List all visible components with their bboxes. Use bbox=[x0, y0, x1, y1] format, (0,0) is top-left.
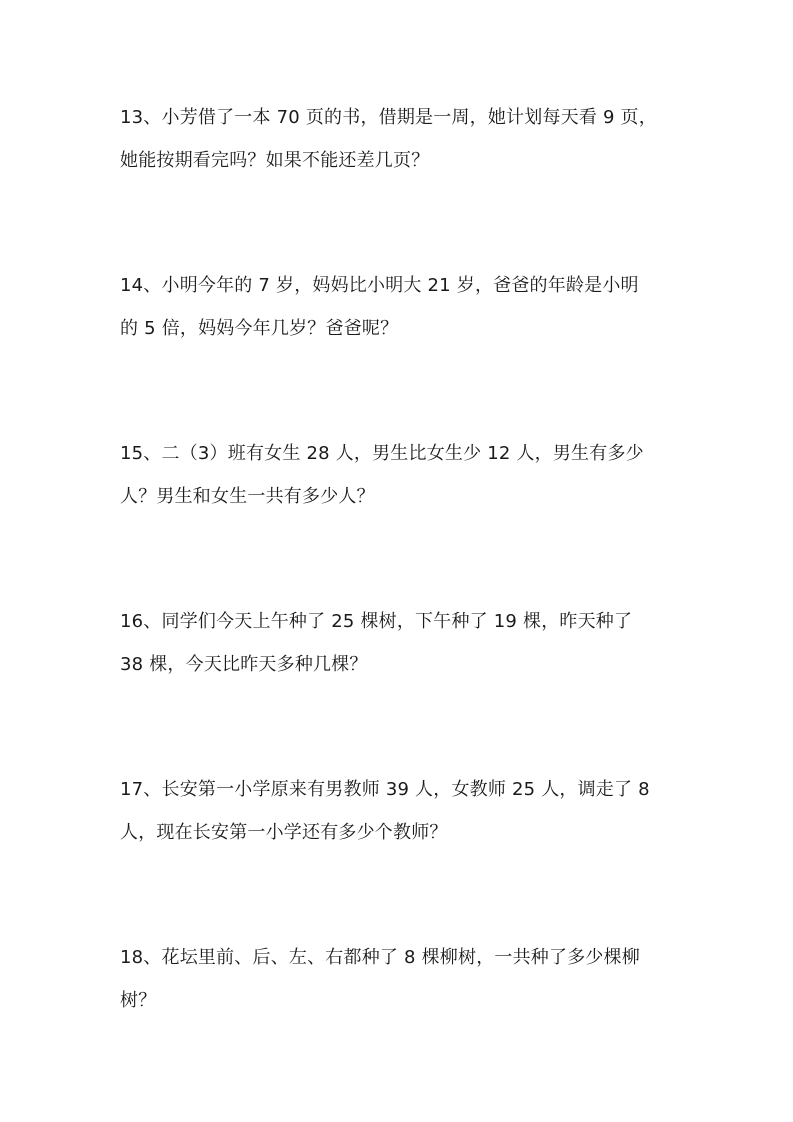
problem-17-line-1: 17、长安第一小学原来有男教师 39 人，女教师 25 人，调走了 8 bbox=[120, 779, 650, 800]
problem-18-line-1: 18、花坛里前、后、左、右都种了 8 棵柳树，一共种了多少棵柳 bbox=[120, 947, 640, 968]
word-problem-15 bbox=[120, 432, 680, 518]
problem-15-line-1: 15、二（3）班有女生 28 人，男生比女生少 12 人，男生有多少 bbox=[120, 443, 644, 464]
word-problem-17 bbox=[120, 768, 680, 854]
word-problem-14 bbox=[120, 264, 680, 350]
problem-17-line-2: 人，现在长安第一小学还有多少个教师？ bbox=[120, 822, 448, 843]
problem-14-line-1: 14、小明今年的 7 岁，妈妈比小明大 21 岁，爸爸的年龄是小明 bbox=[120, 275, 639, 296]
problem-16-line-2: 38 棵，今天比昨天多种几棵？ bbox=[120, 654, 368, 675]
problem-13-line-1: 13、小芳借了一本 70 页的书，借期是一周，她计划每天看 9 页， bbox=[120, 107, 657, 128]
problem-18-line-2: 树？ bbox=[120, 990, 157, 1011]
word-problem-13 bbox=[120, 96, 680, 182]
problem-15-line-2: 人？男生和女生一共有多少人？ bbox=[120, 486, 375, 507]
problem-16-line-1: 16、同学们今天上午种了 25 棵树，下午种了 19 棵，昨天种了 bbox=[120, 611, 633, 632]
word-problem-18 bbox=[120, 936, 680, 1022]
problem-14-line-2: 的 5 倍，妈妈今年几岁？爸爸呢？ bbox=[120, 318, 399, 339]
problem-13-line-2: 她能按期看完吗？如果不能还差几页？ bbox=[120, 150, 430, 171]
word-problem-16 bbox=[120, 600, 680, 686]
